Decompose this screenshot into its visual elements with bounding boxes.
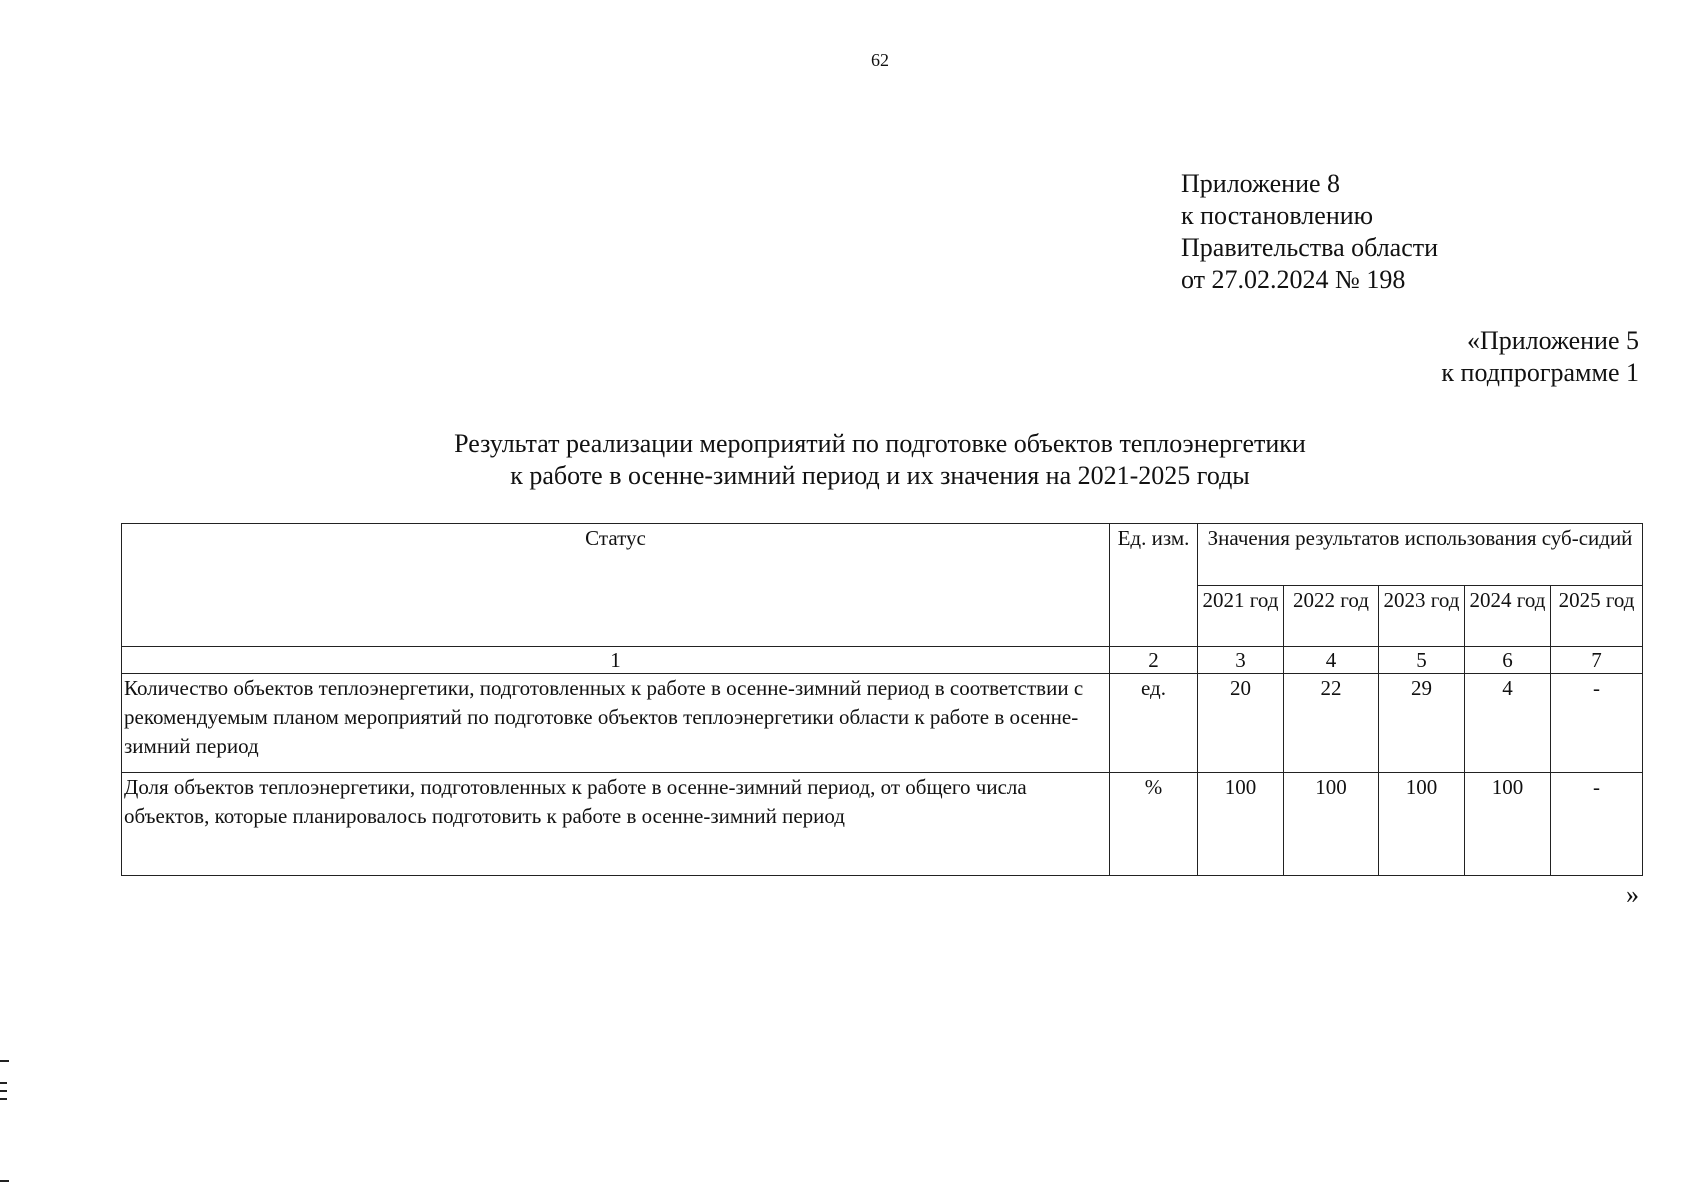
appendix-line-2: к постановлению	[1181, 201, 1374, 230]
row-unit: ед.	[1110, 674, 1198, 773]
column-number: 6	[1465, 647, 1551, 674]
row-value-2021: 100	[1198, 773, 1284, 876]
margin-scan-mark	[0, 1090, 7, 1092]
title-line-1: Результат реализации мероприятий по подготовке объектов теплоэнергетики	[454, 429, 1306, 458]
appendix-line-4: от 27.02.2024 № 198	[1181, 265, 1406, 294]
header-year-2022: 2022 год	[1284, 585, 1379, 647]
column-number-row	[122, 647, 1643, 674]
column-number: 1	[122, 647, 1110, 674]
column-number: 4	[1284, 647, 1379, 674]
row-value-2021: 20	[1198, 674, 1284, 773]
margin-scan-mark	[0, 1098, 7, 1100]
appendix-line-1: Приложение 8	[1181, 169, 1341, 198]
row-unit: %	[1110, 773, 1198, 876]
row-value-2024: 100	[1465, 773, 1551, 876]
results-table	[121, 523, 1643, 876]
header-year-2023: 2023 год	[1379, 585, 1465, 647]
document-title	[0, 428, 1697, 492]
column-number: 2	[1110, 647, 1198, 674]
header-unit: Ед. изм.	[1110, 524, 1198, 647]
row-value-2025: -	[1551, 674, 1643, 773]
column-number: 7	[1551, 647, 1643, 674]
page-number: 62	[871, 50, 889, 70]
subprogram-line-2: к подпрограмме 1	[1441, 358, 1639, 387]
header-year-2021: 2021 год	[1198, 585, 1284, 647]
title-line-2: к работе в осенне-зимний период и их значения на 2021-2025 годы	[510, 461, 1250, 490]
subprogram-reference	[1441, 325, 1639, 389]
table-row	[122, 674, 1643, 773]
row-value-2024: 4	[1465, 674, 1551, 773]
appendix-line-3: Правительства области	[1181, 233, 1439, 262]
header-values-group: Значения результатов использования суб-сидий	[1198, 524, 1643, 586]
row-value-2025: -	[1551, 773, 1643, 876]
column-number: 3	[1198, 647, 1284, 674]
header-status: Статус	[122, 524, 1110, 647]
subprogram-line-1: «Приложение 5	[1466, 326, 1639, 355]
column-number: 5	[1379, 647, 1465, 674]
margin-scan-mark	[0, 1082, 7, 1084]
appendix-reference	[1181, 168, 1438, 296]
header-year-2024: 2024 год	[1465, 585, 1551, 647]
margin-scan-mark	[0, 1060, 9, 1062]
row-status: Количество объектов теплоэнергетики, подготовленных к работе в осенне-зимний период в соответствии с рекомендуемым планом мероприятий по подготовке объектов теплоэнергетики области к работе в осенне-зимний период	[122, 674, 1110, 773]
row-value-2022: 22	[1284, 674, 1379, 773]
table-row	[122, 773, 1643, 876]
row-value-2023: 29	[1379, 674, 1465, 773]
header-year-2025: 2025 год	[1551, 585, 1643, 647]
header-row	[122, 524, 1643, 586]
margin-scan-mark	[0, 1180, 9, 1182]
closing-quote: »	[1626, 880, 1639, 909]
row-value-2023: 100	[1379, 773, 1465, 876]
row-value-2022: 100	[1284, 773, 1379, 876]
row-status: Доля объектов теплоэнергетики, подготовленных к работе в осенне-зимний период, от общего числа объектов, которые планировалось подготовить к работе в осенне-зимний период	[122, 773, 1110, 876]
